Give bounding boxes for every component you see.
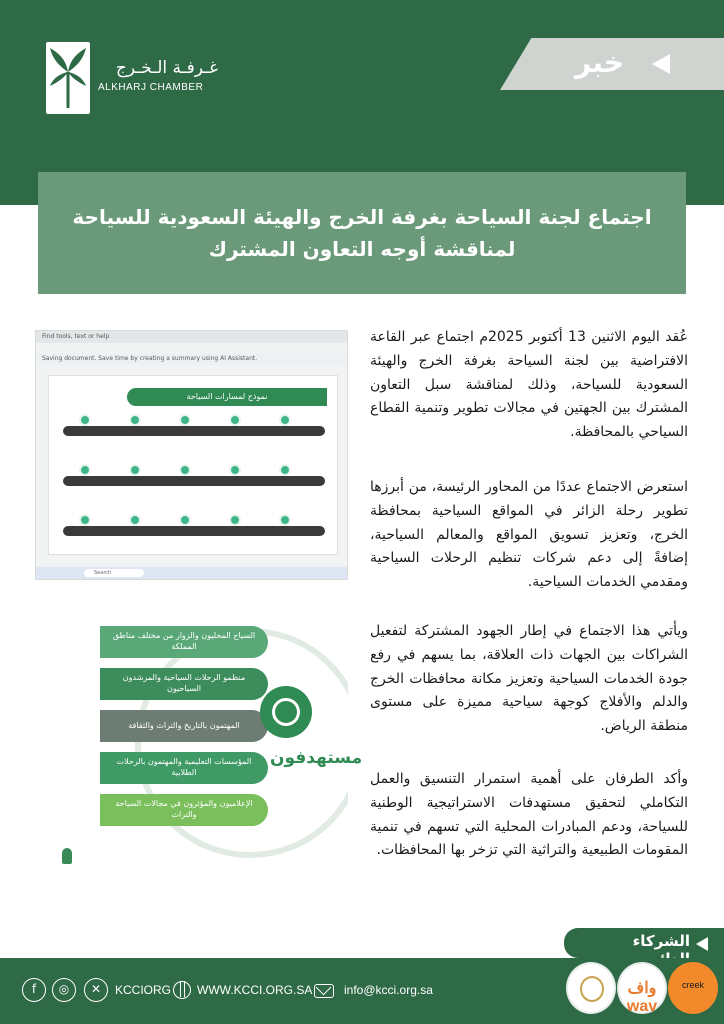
- article-paragraph: ويأتي هذا الاجتماع في إطار الجهود المشتركة لتفعيل الشراكات بين الجهات ذات العلاقة، بما يسهم في رفع جودة الخدمات السياحية وتعزيز مكانة محافظات الخرج والدلم والأفلاج كوجهة سياحية مميزة على مستوى منطقة الرياض.: [370, 623, 688, 735]
- ai-notice: Saving document. Save time by creating a summary using AI Assistant.: [36, 353, 347, 365]
- taskbar-search: Search: [84, 569, 144, 577]
- globe-icon: [173, 981, 191, 999]
- route-line: [63, 426, 325, 436]
- brand-name-en: ALKHARJ CHAMBER: [98, 82, 204, 93]
- route-pin-icon: [79, 514, 91, 526]
- route-pin-icon: [179, 414, 191, 426]
- tourism-route-slide: [48, 375, 338, 555]
- slide-title: نموذج لمسارات السياحة: [127, 388, 327, 406]
- audience-item: المهتمون بالتاريخ والتراث والثقافة: [100, 710, 268, 742]
- audiences-infographic: [35, 618, 348, 866]
- play-arrow-icon: [652, 54, 670, 74]
- route-pin-icon: [279, 464, 291, 476]
- route-line: [63, 526, 325, 536]
- partners-label: الشركاء: [632, 932, 690, 950]
- windows-taskbar: [36, 567, 347, 579]
- small-palm-icon: [62, 848, 72, 864]
- play-arrow-icon: [696, 937, 708, 951]
- audience-item: المؤسسات التعليمية والمهتمون بالرحلات الطلابية: [100, 752, 268, 784]
- brand-name-ar: غـرفـة الـخـرج: [115, 58, 218, 78]
- audience-item: السياح المحليون والزوار من مختلف مناطق المملكة: [100, 626, 268, 658]
- headline: اجتماع لجنة السياحة بغرفة الخرج والهيئة السعودية للسياحة لمناقشة أوجه التعاون المشترك: [72, 205, 652, 261]
- route-line: [63, 476, 325, 486]
- partner-waaf-logo[interactable]: [617, 962, 667, 1014]
- waaf-label: واف wav: [626, 980, 658, 1015]
- route-pin-icon: [179, 464, 191, 476]
- browser-toolbar: Find tools, text or help: [36, 331, 347, 343]
- route-pin-icon: [129, 414, 141, 426]
- route-pin-icon: [79, 464, 91, 476]
- headline-box: [38, 172, 686, 294]
- article-paragraph: وأكد الطرفان على أهمية استمرار التنسيق والعمل التكاملي لتحقيق مستهدفات الاستراتيجية الوطنية للسياحة، ودعم المبادرات المحلية التي تسهم في تنمية المقومات الطبيعية والتراثية التي تزخر بها المحافظات.: [370, 771, 688, 859]
- route-pin-icon: [129, 514, 141, 526]
- social-handle[interactable]: KCCIORG: [115, 983, 172, 997]
- mail-icon: [314, 984, 334, 998]
- facebook-icon[interactable]: f: [22, 978, 46, 1002]
- partner-creek-logo[interactable]: [668, 962, 718, 1014]
- website-link[interactable]: WWW.KCCI.ORG.SA: [197, 983, 313, 997]
- article-paragraph: استعرض الاجتماع عددًا من المحاور الرئيسة، من أبرزها تطوير رحلة الزائر في المواقع السياحية بمحافظة الخرج، وتعزيز تسويق المواقع والمعالم السياحية، إضافةً إلى دعم شركات تنظيم الرحلات السياحية ومقدمي الخدمات السياحية.: [370, 479, 688, 591]
- article-paragraph: عُقد اليوم الاثنين 13 أكتوبر 2025م اجتماع عبر القاعة الافتراضية بين لجنة السياحة بغرفة الخرج والهيئة السعودية للسياحة، وذلك لمناقشة سبل التعاون المشترك بين الجهتين في مجالات تطوير وتنمية القطاع السياحي بالمحافظة.: [370, 329, 688, 441]
- partner-seal-logo[interactable]: [566, 962, 616, 1014]
- route-pin-icon: [229, 514, 241, 526]
- target-audience-icon: [260, 686, 312, 738]
- seal-icon: [580, 976, 604, 1002]
- creek-label: creek: [681, 980, 704, 990]
- route-pin-icon: [279, 514, 291, 526]
- audience-title: مستهدفون: [270, 748, 363, 768]
- route-pin-icon: [79, 414, 91, 426]
- instagram-icon[interactable]: ◎: [52, 978, 76, 1002]
- x-twitter-icon[interactable]: ✕: [84, 978, 108, 1002]
- news-tag-label: خبر: [575, 46, 625, 79]
- email-link[interactable]: info@kcci.org.sa: [344, 983, 433, 997]
- route-pin-icon: [229, 464, 241, 476]
- route-pin-icon: [179, 514, 191, 526]
- audience-item: منظمو الرحلات السياحية والمرشدون السياحيون: [100, 668, 268, 700]
- meeting-screenshot: [35, 330, 348, 580]
- route-pin-icon: [229, 414, 241, 426]
- route-pin-icon: [129, 464, 141, 476]
- palm-logo-icon: [46, 42, 90, 114]
- route-pin-icon: [279, 414, 291, 426]
- audience-item: الإعلاميون والمؤثرون في مجالات السياحة والتراث: [100, 794, 268, 826]
